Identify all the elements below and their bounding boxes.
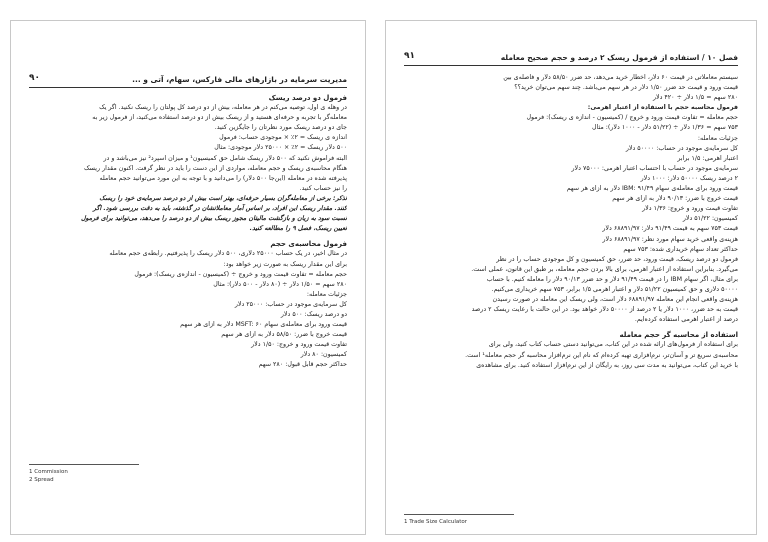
text-line: تفاوت قیمت ورود و خروج: ۱/۳۶ دلار xyxy=(642,205,738,213)
text-line: جزئیات معامله: xyxy=(306,290,347,298)
text-line: هنگام محاسبه‌ی ریسک و حجم معامله، مواردی از این دست را باید در نظر گرفت. اکنون مقدار ریسک xyxy=(84,164,347,172)
text-line: سرمایه‌ی موجود در حساب با احتساب اعتبار اهرمی: ۷۵۰۰۰ دلار xyxy=(571,164,738,172)
text-line: درصد از اعتبار اهرمی استفاده کرده‌ایم. xyxy=(634,316,738,324)
section-heading: فرمول محاسبه‌ی حجم xyxy=(270,240,347,249)
text-line: ۲۸۰ سهم = ۱/۵ دلار ÷ ۴۲۰ دلار xyxy=(652,94,738,102)
text-line: معامله‌گر با تجربه و حرفه‌ای هستید و از ریسک بیش از دو درصد استفاده می‌کنید، از فرمول زیر به xyxy=(92,114,347,122)
text-line: برای مثال، اگر سهام IBM را در قیمت ۹۱/۴۹ دلار و حد ضرر ۹۰/۱۳ دلار را معامله کنیم. با حساب xyxy=(486,275,738,283)
right-book-page xyxy=(385,20,757,535)
text-line: قیمت ورود و قیمت حد ضرر ۱/۵۰ دلار در هر سهم می‌باشد. چند سهم می‌توان خرید؟؟ xyxy=(514,84,738,92)
text-line: قیمت خروج با ضرر: ۵۸/۵۰ دلار به ازای هر سهم xyxy=(221,331,347,339)
footnote: 1 Trade Size Calculator xyxy=(404,519,468,525)
footnote: 2 Spread xyxy=(29,477,54,483)
text-line: اندازه ی ریسک = ۲٪ × موجودی حساب: فرمول xyxy=(219,134,347,142)
right-page-number: ۹۱ xyxy=(404,51,415,61)
text-line: کل سرمایه‌ی موجود در حساب: ۵۰۰۰۰ دلار xyxy=(625,144,738,152)
text-line: سیستم معاملاتی در قیمت ۶۰ دلار، اخطار خرید می‌دهد، حد ضرر ۵۸/۵۰ دلار و فاصله‌ی بین xyxy=(503,74,738,81)
text-line: کل سرمایه‌ی موجود در حساب: ۲۵۰۰۰ دلار xyxy=(234,300,347,308)
section-heading: استفاده از محاسبه گر حجم معامله xyxy=(619,331,738,340)
text-line: تفاوت قیمت ورود و خروج: ۱/۵۰ دلار xyxy=(251,341,347,349)
text-line: جزئیات معامله: xyxy=(697,134,738,142)
left-page-header xyxy=(29,73,347,88)
text-line: البته فراموش نکنید که ۵۰۰ دلار ریسک شامل حق کمیسیون¹ و میزان اسپرد² نیز می‌باشد و در xyxy=(103,154,347,162)
text-line: را نیز حساب کنید. xyxy=(299,184,347,192)
footnote: 1 Commission xyxy=(29,469,68,475)
text-line: قیمت به حد ضرر، ۱۰۰۰ دلار یا ۲ درصد از ۵۰۰۰۰ دلار خواهد بود. در این حالت با رعایت ریسک ۲ درصد xyxy=(471,306,738,314)
text-line: حداکثر حجم قابل قبول: ۲۸۰ سهم xyxy=(258,361,347,369)
left-book-page xyxy=(10,20,366,535)
text-line: کمیسیون: ۸۰ دلار xyxy=(300,351,347,359)
text-line: قیمت خروج با ضرر: ۹۰/۱۳ دلار به ازای هر سهم xyxy=(612,195,738,203)
text-line: قیمت ورود برای معامله‌ی سهام IBM: ۹۱/۴۹ دلار به ازای هر سهم xyxy=(566,185,738,193)
text-line: حجم معامله = تفاوت قیمت ورود و خروج / (کمیسیون - اندازه ی ریسک): فرمول xyxy=(526,114,738,122)
left-page-number: ۹۰ xyxy=(29,73,40,83)
text-line: قیمت ۷۵۳ سهم به قیمت ۹۱/۴۹ دلار: ۶۸۸۹۱/۹۷ دلار xyxy=(602,225,738,233)
right-running-title: فصل ۱۰ / استفاده از فرمول ریسک ۲ درصد و حجم صحیح معامله xyxy=(500,53,738,62)
text-line: ۵۰۰ دلار ریسک = ۲٪ × ۲۵۰۰۰ دلار موجودی: مثال xyxy=(214,144,347,152)
text-line: حداکثر تعداد سهام خریداری شده: ۷۵۳ سهم xyxy=(623,245,738,253)
left-running-title: مدیریت سرمایه در بازارهای مالی فارکس، سهام، آتی و ... xyxy=(132,75,347,84)
text-line: محاسبه‌ی سریع تر و آسان‌تر، نرم‌افزاری تهیه کرده‌ام که نام این نرم‌افزار محاسبه گر حجم معامله¹ است. xyxy=(465,351,738,359)
right-page-header xyxy=(404,51,738,66)
text-line: برای این مقدار ریسک به صورت زیر خواهد بود: xyxy=(223,260,347,268)
right-page-body xyxy=(404,73,738,371)
text-line: ۷۵۳ سهم = ۱/۳۶ دلار ÷ (۵۱/۲۲ دلار - ۱۰۰۰ دلار): مثال xyxy=(592,124,738,132)
text-line: هزینه‌ی واقعی خرید سهام مورد نظر: ۶۸۸۹۱/۹۷ دلار xyxy=(602,235,738,243)
text-line: پذیرفته شده در معامله (این‌جا ۵۰۰ دلار) را می‌دانید و با توجه به این مورد می‌توانید حجم معامله xyxy=(99,174,347,182)
text-line: تذکر: برخی از معامله‌گران بسیار حرفه‌ای، بهتر است بیش از دو درصد سرمایه‌ی خود را ریسک xyxy=(99,194,347,202)
text-line: فرمول محاسبه حجم با استفاده از اعتبار اهرمی: xyxy=(587,104,738,112)
text-line: کمیسیون: ۵۱/۲۲ دلار xyxy=(682,215,738,223)
right-footnotes xyxy=(404,518,467,526)
text-line: برای استفاده از فرمول‌های ارائه شده در این کتاب، می‌توانید دستی حساب کتاب کنید، ولی برای xyxy=(488,341,738,349)
text-line: در وهله ی اول، توصیه می‌کنم در هر معامله، بیش از دو درصد کل پولتان را ریسک نکنید. اگر یک xyxy=(99,104,347,112)
text-line: جای دو درصد ریسک مورد نظرتان را جایگزین کنید. xyxy=(214,124,347,132)
text-line: نسبت سود به زیان و بازگشت مالیتان مجوز ریسک بیش از دو درصد را می‌دهد، می‌توانید برای فرمول xyxy=(80,215,347,223)
text-line: قیمت ورود برای معامله‌ی سهام MSFT: ۶۰ دلار به ازای هر سهم xyxy=(180,321,347,329)
text-line: ۵۰۰۰۰ دلاری و حق کمیسیون ۵۱/۲۲ دلار و اعتبار اهرمی ۱/۵ برابر، ۷۵۳ سهم خریداری می‌کنیم. xyxy=(491,285,738,293)
text-line: ۲۸۰ سهم = ۱/۵۰ دلار ÷ (۸۰ دلار - ۵۰۰ دلار): مثال xyxy=(213,280,347,288)
text-line: در مثال اخیر، در یک حساب ۲۵۰۰۰ دلاری، ۵۰۰ دلار ریسک را پذیرفتیم. رابطه‌ی حجم معامله xyxy=(109,250,347,258)
text-line: اعتبار اهرمی: ۱/۵ برابر xyxy=(677,154,738,162)
text-line: هزینه‌ی واقعی انجام این معامله ۶۸۸۹۱/۹۷ دلار است، ولی ریسک این معامله در صورت رسیدن xyxy=(492,296,738,304)
text-line: کنند. مقدار ریسک این افراد، بر اساس آمار معاملاتشان در گذشته، باید به دقت بررسی شود. اگر xyxy=(92,205,347,213)
right-footnote-rule xyxy=(404,514,514,515)
text-line: دو درصد ریسک: ۵۰۰ دلار xyxy=(280,310,347,318)
text-line: می‌گیرد. بنابراین استفاده از اعتبار اهرمی، برای بالا بردن حجم معامله، بر طبق این قانون، عملی است. xyxy=(471,265,738,273)
text-line: ۲ درصد ریسک ۵۰۰۰۰ دلار: ۱۰۰۰ دلار xyxy=(640,174,738,182)
left-footnotes xyxy=(29,468,68,484)
left-footnote-rule xyxy=(29,464,139,465)
text-line: با خرید این کتاب، می‌توانید به مدت سی روز، به رایگان از این نرم‌افزار استفاده کنید. برای مشاهده‌ی xyxy=(476,361,738,369)
left-page-body xyxy=(29,93,347,371)
text-line: فرمول دو درصد ریسک، قیمت ورود، حد ضرر، حق کمیسیون و کل موجودی حساب را در نظر xyxy=(496,255,738,263)
text-line: تعیین ریسک، فصل ۹ را مطالعه کنید. xyxy=(249,225,347,233)
section-heading: فرمول دو درصد ریسک xyxy=(268,94,347,102)
text-line: حجم معامله = تفاوت قیمت ورود و خروج ÷ (کمیسیون - اندازه‌ی ریسک): فرمول xyxy=(134,270,347,278)
